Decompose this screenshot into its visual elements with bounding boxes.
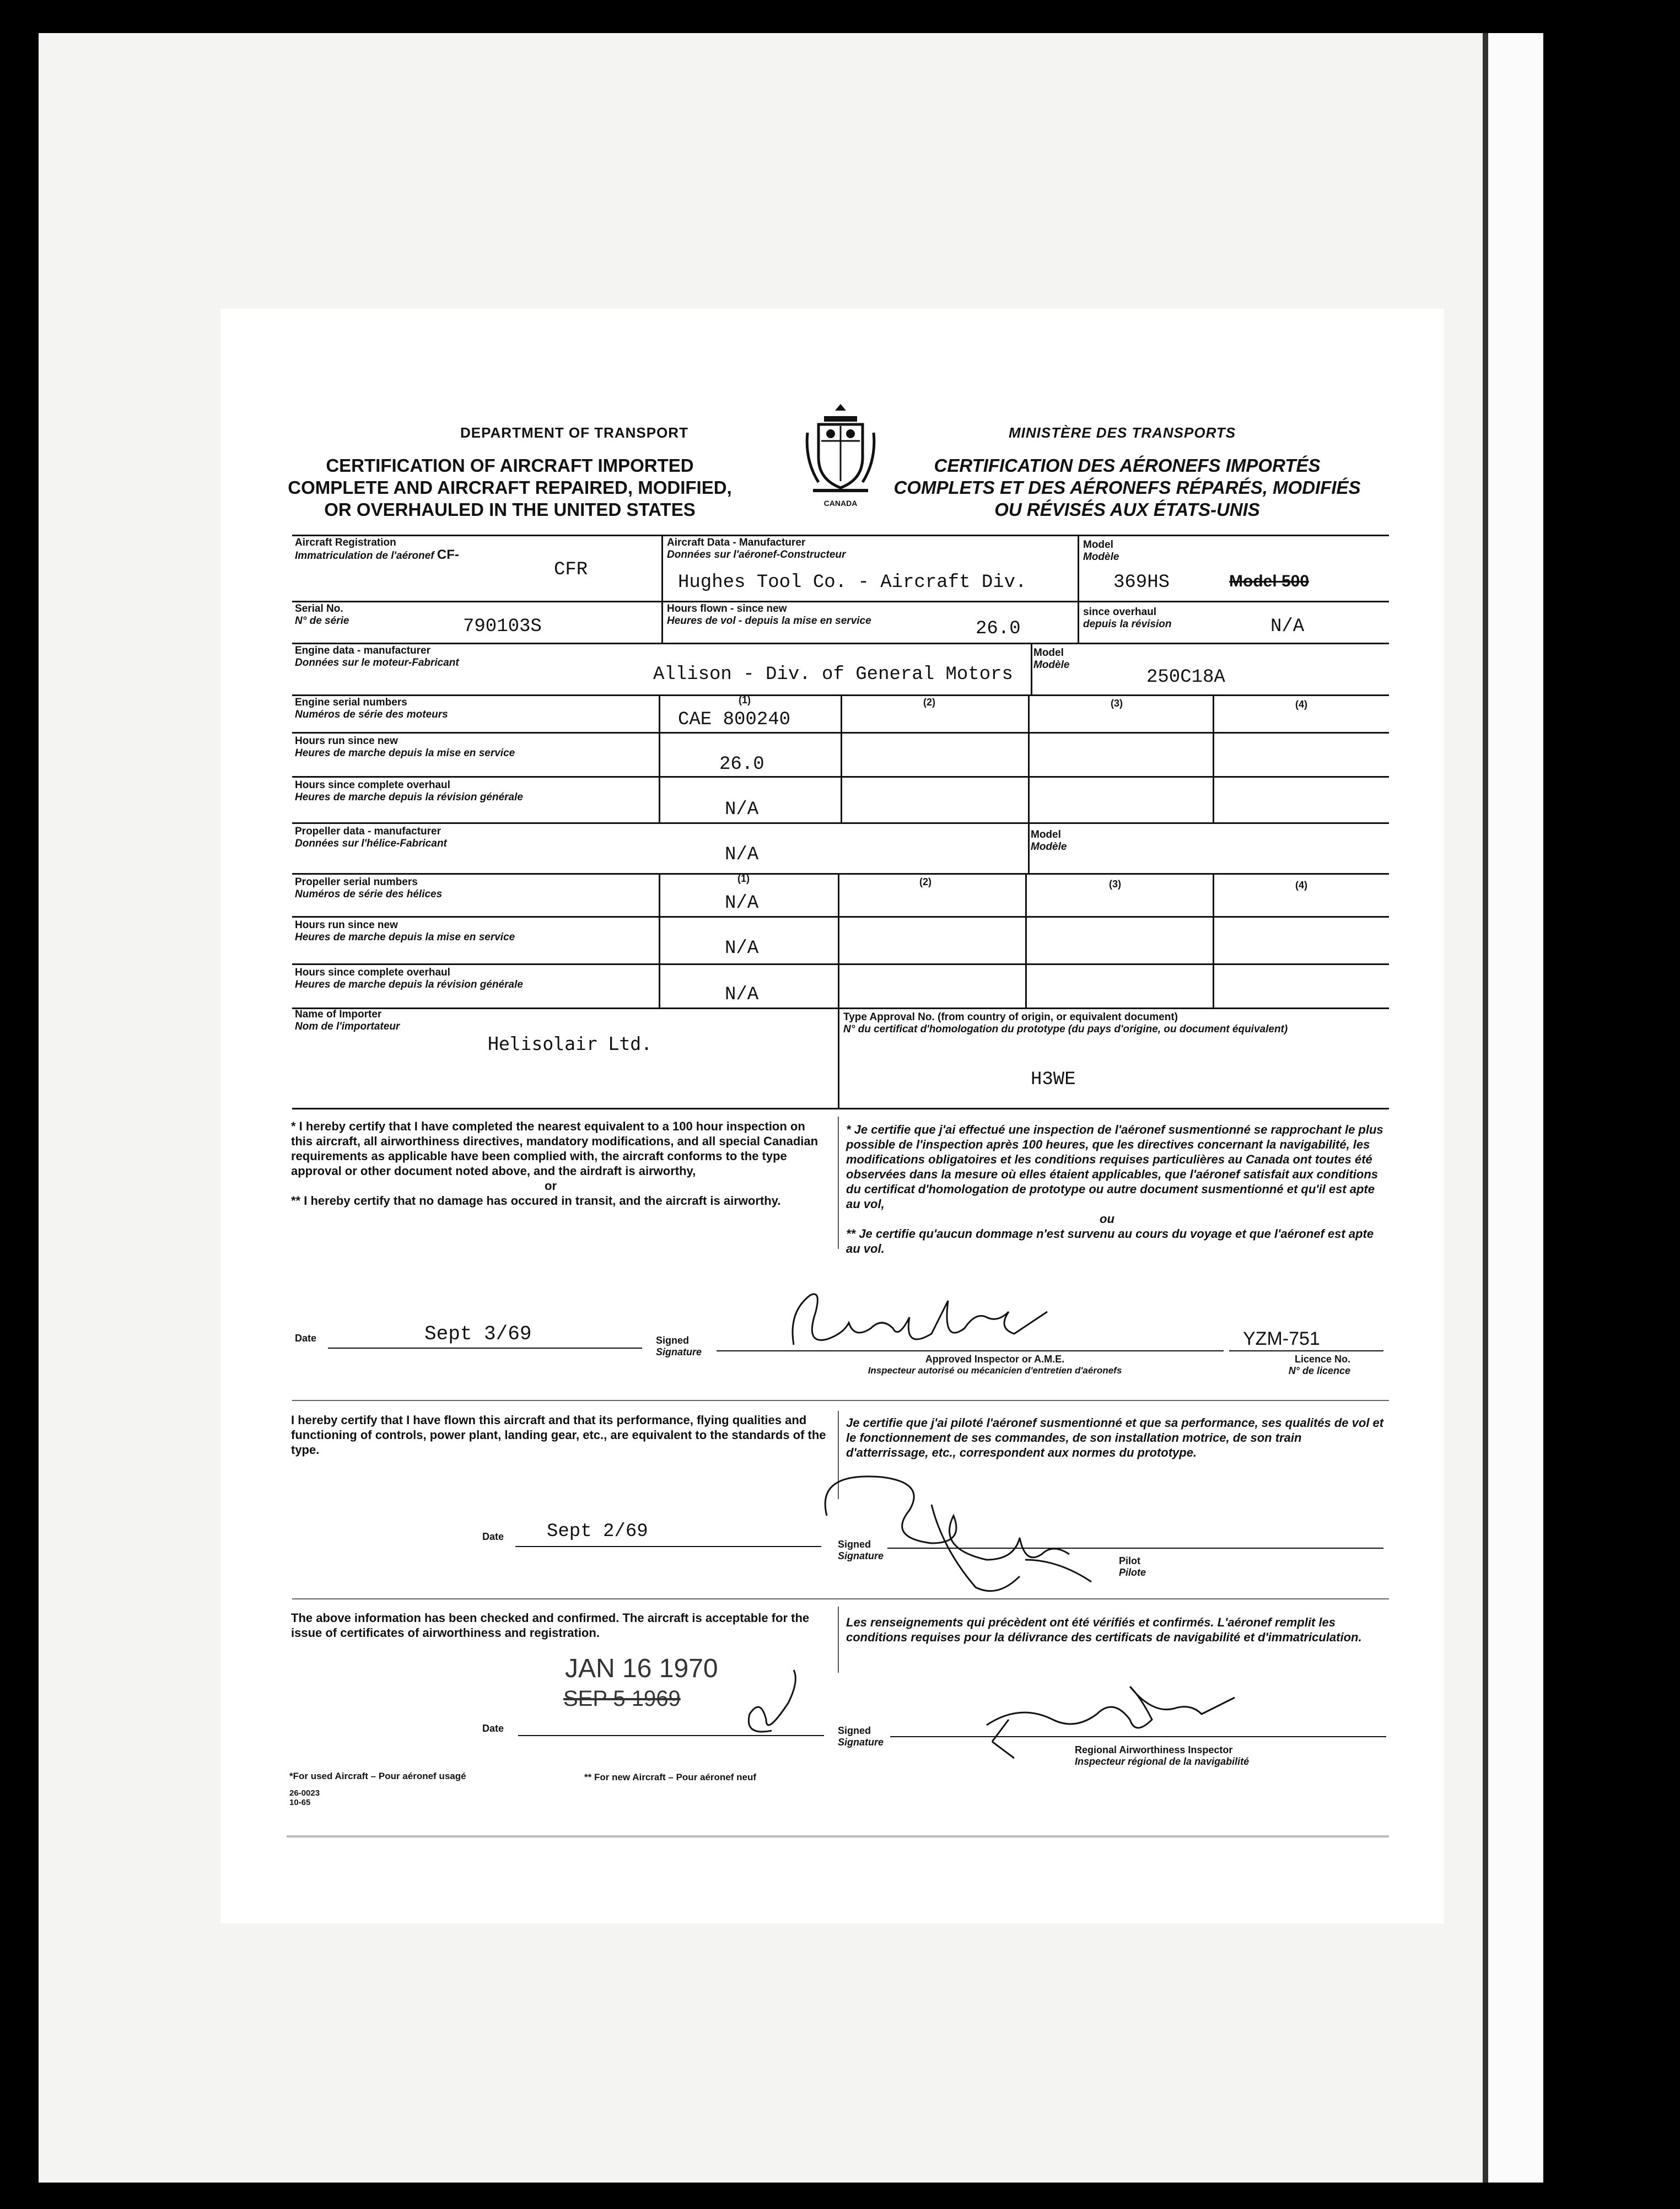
model-struck: Model 500 <box>1229 572 1310 590</box>
prop-col1: (1) <box>737 873 750 884</box>
title-en <box>284 455 736 521</box>
cert2-fr: Je certifie que j'ai piloté l'aéronef susmentionné et que sa performance, ses qualités de vol et le fonctionnement de ses commandes, de son installation motrice, de son train d'atterrissage, etc., correspondent aux normes du prototype. <box>846 1416 1384 1459</box>
cert2-en: I hereby certify that I have flown this aircraft and that its performance, flying qualities and functioning of controls, power plant, landing gear, etc., are equivalent to the standards of the type. <box>291 1413 826 1457</box>
cert1-en: * I hereby certify that I have completed the nearest equivalent to a 100 hour inspection on this aircraft, all airworthiness directives, mandatory modifications, and all special Canadian requirements as applicable have been complied with, the aircraft conforms to the type approval or other document noted above, and the airdraft is airworthy, or ** I hereby certify that no damage has occured in transit, and the aircraft is airworthy. <box>291 1119 819 1208</box>
title-fr-line2: COMPLETS ET DES AÉRONEFS RÉPARÉS, MODIFIÉS <box>893 477 1361 498</box>
pilot-signature <box>794 1450 1169 1604</box>
prop-hours-oh-label: Hours since complete overhaul Heures de marche depuis la révision générale <box>295 967 523 990</box>
engine-col3: (3) <box>1111 698 1123 709</box>
registration-value: CFR <box>554 559 588 580</box>
engine-hours-new-1: 26.0 <box>719 754 764 775</box>
prop-hours-new-label: Hours run since new Heures de marche depuis la mise en service <box>295 919 515 943</box>
struck-date: SEP 5 1969 <box>563 1687 681 1711</box>
cert3-en: The above information has been checked and confirmed. The aircraft is acceptable for the issue of certificates of airworthiness and registration. <box>291 1611 810 1640</box>
engine-hours-new-label: Hours run since new Heures de marche depuis la mise en service <box>295 735 515 759</box>
canada-crest-icon <box>802 400 879 499</box>
engine-serial-1: CAE 800240 <box>678 709 791 730</box>
crest-label: CANADA <box>823 499 858 508</box>
cert3-signed-label: Signed Signature <box>838 1725 884 1748</box>
pilot-label: Pilot Pilote <box>1119 1555 1146 1578</box>
type-approval-value: H3WE <box>1031 1069 1076 1090</box>
prop-serial-label: Propeller serial numbers Numéros de série des hélices <box>295 876 443 900</box>
prop-model-label: Model Modèle <box>1031 829 1067 853</box>
prop-col2: (2) <box>919 876 931 887</box>
dept-en: DEPARTMENT OF TRANSPORT <box>460 424 688 441</box>
licence-value: YZM-751 <box>1243 1328 1320 1349</box>
title-fr-line1: CERTIFICATION DES AÉRONEFS IMPORTÉS <box>934 455 1321 476</box>
engine-col2: (2) <box>923 697 935 708</box>
importer-label: Name of Importer Nom de l'importateur <box>295 1009 400 1032</box>
scan-edge <box>1483 33 1543 2183</box>
cert1-date-label: Date <box>295 1333 317 1344</box>
cert2-date-label: Date <box>482 1531 504 1542</box>
date-initial <box>733 1664 805 1742</box>
prop-manufacturer-value: N/A <box>725 844 759 865</box>
hours-new-value: 26.0 <box>976 618 1021 639</box>
cert1-inspector: Approved Inspector or A.M.E. Inspecteur autorisé ou mécanicien d'entretien d'aéronefs <box>868 1354 1122 1376</box>
cert2-signed-label: Signed Signature <box>838 1539 884 1561</box>
prop-col4: (4) <box>1295 880 1307 891</box>
model-label: Model Modèle <box>1083 539 1119 563</box>
prop-hours-new-1: N/A <box>725 938 759 959</box>
regional-inspector-label: Regional Airworthiness Inspector Inspecteur régional de la navigabilité <box>1075 1744 1250 1767</box>
prop-serial-1: N/A <box>725 893 759 914</box>
title-fr <box>890 455 1364 521</box>
cert3-fr: Les renseignements qui précèdent ont été vérifiés et confirmés. L'aéronef remplit les conditions requises pour la délivrance des certificats de navigabilité et d'immatriculation. <box>846 1615 1362 1644</box>
model-value: 369HS <box>1113 572 1170 593</box>
prop-hours-oh-1: N/A <box>725 984 759 1005</box>
cert1-fr: * Je certifie que j'ai effectué une inspection de l'aéronef susmentionné se rapprochant le plus possible de l'inspection après 100 heures, que les directives concernant la navigabilité, les modifications obligatoires et les conditions requises particulières au Canada ont toutes été observées dans la mesure où elles étaient applicables, que l'aéronef satisfait aux conditions du certificat d'homologation de prototype ou autre document susmentionné et qu'il est apte au vol, ou ** Je certifie qu'aucun dommage n'est survenu au cours du voyage et que l'aéronef est apte au vol. <box>846 1123 1383 1256</box>
title-en-line2: COMPLETE AND AIRCRAFT REPAIRED, MODIFIED, <box>288 477 732 498</box>
engine-manufacturer-value: Allison - Div. of General Motors <box>653 664 1013 685</box>
footer-used: *For used Aircraft – Pour aéronef usagé <box>289 1771 466 1781</box>
engine-col4: (4) <box>1295 699 1307 710</box>
cert1-signed-label: Signed Signature <box>656 1335 702 1357</box>
type-approval-label: Type Approval No. (from country of origin, or equivalent document) N° du certificat d'homologation du prototype (du pays d'origine, ou document équivalent) <box>843 1011 1288 1035</box>
certificate-form <box>220 309 1444 1924</box>
inspector-signature <box>766 1284 1108 1356</box>
manufacturer-value: Hughes Tool Co. - Aircraft Div. <box>678 572 1027 593</box>
title-en-line3: OR OVERHAULED IN THE UNITED STATES <box>324 499 696 520</box>
prop-col3: (3) <box>1109 879 1121 890</box>
stamp-date: JAN 16 1970 <box>565 1654 718 1683</box>
dept-fr: MINISTÈRE DES TRANSPORTS <box>1009 424 1236 441</box>
prop-label: Propeller data - manufacturer Données sur l'hélice-Fabricant <box>295 826 447 849</box>
engine-label: Engine data - manufacturer Données sur le moteur-Fabricant <box>295 645 459 669</box>
engine-col1: (1) <box>739 694 751 705</box>
engine-model-label: Model Modèle <box>1033 647 1070 671</box>
serial-value: 790103S <box>463 616 542 637</box>
overhaul-value: N/A <box>1270 616 1305 637</box>
engine-hours-oh-label: Hours since complete overhaul Heures de marche depuis la révision générale <box>295 779 523 803</box>
cert3-date-label: Date <box>482 1723 504 1734</box>
engine-serial-label: Engine serial numbers Numéros de série des moteurs <box>295 697 448 720</box>
cert2-date-value: Sept 2/69 <box>547 1521 648 1542</box>
manufacturer-label: Aircraft Data - Manufacturer Données sur l'aéronef-Constructeur <box>667 537 846 561</box>
title-en-line1: CERTIFICATION OF AIRCRAFT IMPORTED <box>326 455 694 476</box>
licence-label: Licence No. N° de licence <box>1288 1354 1350 1376</box>
hours-new-label: Hours flown - since new Heures de vol - depuis la mise en service <box>667 603 871 627</box>
engine-model-value: 250C18A <box>1146 667 1225 688</box>
serial-label: Serial No. N° de série <box>295 603 349 627</box>
engine-hours-oh-1: N/A <box>725 799 759 820</box>
cert1-date-value: Sept 3/69 <box>424 1323 532 1345</box>
importer-value: Helisolair Ltd. <box>488 1033 653 1054</box>
overhaul-label: since overhaul depuis la révision <box>1083 606 1172 630</box>
title-fr-line3: OU RÉVISÉS AUX ÉTATS-UNIS <box>994 499 1260 520</box>
registration-label: Aircraft Registration Immatriculation de l'aéronef CF- <box>295 537 459 562</box>
form-number: 26-0023 10-65 <box>289 1788 320 1807</box>
footer-new: ** For new Aircraft – Pour aéronef neuf <box>584 1772 757 1782</box>
